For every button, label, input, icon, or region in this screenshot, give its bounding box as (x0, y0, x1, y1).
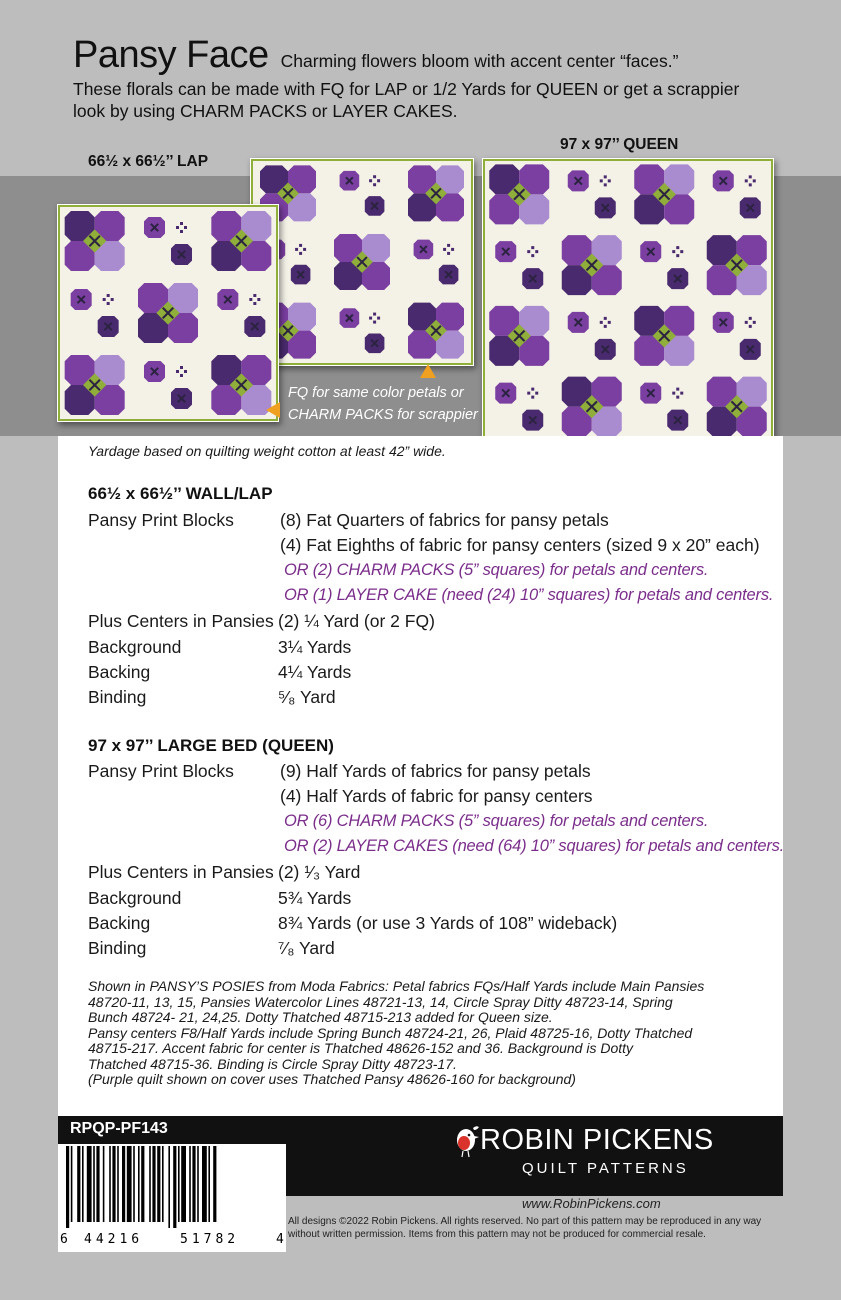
intro-line-2: These florals can be made with FQ for LAP or 1/2 Yards for QUEEN or get a scrappier (73, 79, 740, 99)
lap-value-centers: (4) Fat Eighths of fabric for pansy centers (sized 9 x 20” each) (280, 535, 760, 555)
barcode-bar (178, 1146, 180, 1222)
queen-label-background: Background (88, 888, 182, 908)
barcode-bar (133, 1146, 135, 1222)
accent-dot (604, 175, 607, 178)
barcode-bar (208, 1146, 210, 1222)
accent-dot (680, 392, 683, 395)
credits-line: Thatched 48715-36. Binding is Circle Spray Ditty 48723-17. (88, 1055, 457, 1072)
accent-dot (604, 325, 607, 328)
barcode-bar (117, 1146, 119, 1222)
accent-dot (531, 246, 534, 249)
queen-value-centers: (4) Half Yards of fabric for pansy centers (280, 786, 593, 806)
accent-dot (373, 183, 376, 186)
queen-value-charm-option: OR (6) CHARM PACKS (5” squares) for petals and centers. (284, 812, 709, 830)
barcode-bar (197, 1146, 199, 1222)
accent-dot (608, 321, 611, 324)
accent-dot (176, 226, 179, 229)
accent-dot (535, 392, 538, 395)
queen-quilt-drawing (483, 159, 773, 442)
queen-heading: 97 x 97’’ LARGE BED (QUEEN) (88, 736, 334, 755)
barcode-bar (82, 1146, 84, 1222)
accent-dot (527, 250, 530, 253)
accent-dot (373, 175, 376, 178)
accent-dot (531, 396, 534, 399)
accent-dot (377, 317, 380, 320)
tagline: Charming flowers bloom with accent center “faces.” (280, 51, 679, 71)
barcode-bar (149, 1146, 151, 1222)
barcode-digits-right: 51782 (180, 1232, 240, 1247)
barcode-bar (87, 1146, 92, 1222)
accent-dot (180, 222, 183, 225)
barcode-bar (66, 1146, 69, 1228)
accent-dot (531, 254, 534, 257)
queen-quilt-image (482, 158, 774, 443)
accent-dot (253, 294, 256, 297)
credits-line: (Purple quilt shown on cover uses Thatched Pansy 48626-160 for background) (88, 1071, 576, 1087)
accent-dot (295, 248, 298, 251)
barcode-bar (162, 1146, 164, 1222)
pattern-sku: RPQP-PF143 (70, 1120, 168, 1137)
accent-dot (303, 248, 306, 251)
accent-dot (180, 374, 183, 377)
accent-dot (111, 298, 114, 301)
accent-dot (184, 370, 187, 373)
queen-value-binding: ⁷⁄₈ Yard (278, 938, 335, 958)
lap-label-plus-centers: Plus Centers in Pansies (88, 611, 274, 631)
lap-value-binding: ⁵⁄₈ Yard (278, 687, 336, 707)
barcode-bar (93, 1146, 95, 1222)
credits-line: Bunch 48724- 21, 24,25. Dotty Thatched 48715-213 added for Queen size. (88, 1009, 553, 1025)
accent-dot (749, 317, 752, 320)
arrow-up-icon (420, 364, 436, 378)
lap-value-backing: 4¼ Yards (278, 662, 352, 682)
queen-value-background: 5¾ Yards (278, 888, 352, 908)
barcode-bar (168, 1146, 170, 1228)
barcode-digit-last: 4 (276, 1232, 284, 1247)
accent-dot (373, 321, 376, 324)
barcode-bar (96, 1146, 99, 1222)
accent-dot (107, 302, 110, 305)
queen-label-backing: Backing (88, 913, 151, 933)
title-line (73, 34, 833, 77)
accent-dot (680, 250, 683, 253)
accent-dot (377, 179, 380, 182)
accent-dot (257, 298, 260, 301)
copyright-line: All designs ©2022 Robin Pickens. All rights reserved. No part of this pattern may be reproduced in any way (288, 1216, 762, 1227)
accent-dot (604, 183, 607, 186)
accent-dot (745, 179, 748, 182)
accent-dot (180, 230, 183, 233)
accent-dot (753, 179, 756, 182)
brand-subtitle: QUILT PATTERNS (522, 1160, 689, 1177)
credits-line: Pansy centers F8/Half Yards include Spring Bunch 48724-21, 26, Plaid 48725-16, Dotty Thatched (88, 1024, 693, 1041)
accent-dot (535, 250, 538, 253)
credits-line: 48715-217. Accent fabric for center is Thatched 48626-152 and 36. Background is Dotty (88, 1040, 634, 1056)
accent-dot (253, 302, 256, 305)
lap-value-layer-option: OR (1) LAYER CAKE (need (24) 10” squares) for petals and centers. (284, 586, 774, 604)
barcode-digits-left: 44216 (84, 1232, 144, 1247)
barcode-icon (64, 1146, 278, 1228)
accent-dot (373, 313, 376, 316)
accent-dot (447, 252, 450, 255)
accent-dot (447, 244, 450, 247)
queen-value-backing: 8¾ Yards (or use 3 Yards of 108” wideback) (278, 913, 618, 933)
lap-label-print-blocks: Pansy Print Blocks (88, 510, 234, 530)
accent-dot (107, 294, 110, 297)
lap-value-petals: (8) Fat Quarters of fabrics for pansy petals (280, 510, 609, 530)
fabric-credits (88, 979, 778, 1088)
arrow-left-icon (266, 402, 280, 418)
accent-dot (600, 179, 603, 182)
accent-dot (451, 248, 454, 251)
accent-dot (676, 246, 679, 249)
accent-dot (369, 317, 372, 320)
accent-dot (749, 175, 752, 178)
barcode-bar (181, 1146, 186, 1222)
barcode-bar (152, 1146, 155, 1222)
intro-line-3: look by using CHARM PACKS or LAYER CAKES. (73, 101, 458, 121)
accent-dot (176, 370, 179, 373)
barcode-bar (173, 1146, 176, 1228)
accent-dot (184, 226, 187, 229)
accent-dot (604, 317, 607, 320)
lap-label-background: Background (88, 637, 182, 657)
accent-dot (299, 252, 302, 255)
queen-value-layer-option: OR (2) LAYER CAKES (need (64) 10” squares) for petals and centers. (284, 837, 785, 855)
fabric-note-line-1: FQ for same color petals or (288, 385, 464, 401)
page-title: Pansy Face (73, 34, 269, 76)
lap-value-charm-option: OR (2) CHARM PACKS (5” squares) for petals and centers. (284, 561, 709, 579)
accent-dot (745, 321, 748, 324)
website-link[interactable]: www.RobinPickens.com (522, 1196, 661, 1211)
barcode-bar (213, 1146, 216, 1222)
queen-size-label: 97 x 97’’ QUEEN (560, 136, 679, 153)
barcode-bar (189, 1146, 191, 1222)
barcode-bar (127, 1146, 132, 1222)
barcode-bar (103, 1146, 105, 1222)
accent-dot (672, 392, 675, 395)
barcode-bar (112, 1146, 115, 1222)
copyright-notice (288, 1216, 761, 1241)
brand-name: ROBIN PICKENS (480, 1124, 714, 1156)
accent-dot (749, 325, 752, 328)
lap-value-plus-centers: (2) ¼ Yard (or 2 FQ) (278, 611, 435, 631)
fabric-note-line-2: CHARM PACKS for scrappier (288, 407, 478, 423)
yardage-note: Yardage based on quilting weight cotton at least 42” wide. (88, 443, 446, 459)
lap-value-background: 3¼ Yards (278, 637, 352, 657)
accent-dot (443, 248, 446, 251)
queen-label-print-blocks: Pansy Print Blocks (88, 761, 234, 781)
lap-quilt-alt-drawing (251, 159, 473, 365)
accent-dot (600, 321, 603, 324)
lap-label-backing: Backing (88, 662, 151, 682)
accent-dot (249, 298, 252, 301)
barcode-bar (122, 1146, 125, 1222)
barcode-bar (141, 1146, 144, 1222)
fabric-note (288, 382, 478, 426)
credits-line: 48720-11, 13, 15, Pansies Watercolor Lines 48721-13, 14, Circle Spray Ditty 48723-14, Spring (88, 993, 673, 1010)
lap-size-label: 66½ x 66½’’ LAP (88, 153, 209, 170)
barcode-bar (202, 1146, 207, 1222)
barcode-bar (157, 1146, 160, 1222)
barcode-digit-first: 6 (60, 1232, 68, 1247)
barcode-bar (109, 1146, 111, 1222)
barcode-bar (192, 1146, 195, 1222)
accent-dot (672, 250, 675, 253)
queen-label-plus-centers: Plus Centers in Pansies (88, 862, 274, 882)
barcode-bar (77, 1146, 80, 1222)
queen-value-petals: (9) Half Yards of fabrics for pansy petals (280, 761, 591, 781)
accent-dot (180, 366, 183, 369)
queen-value-plus-centers: (2) ¹⁄₃ Yard (278, 862, 361, 882)
accent-dot (608, 179, 611, 182)
accent-dot (676, 388, 679, 391)
accent-dot (103, 298, 106, 301)
copyright-line: without written permission. Items from this pattern may not be produced for commercial resale. (288, 1228, 706, 1240)
lap-quilt-image (57, 204, 279, 422)
accent-dot (531, 388, 534, 391)
lap-label-binding: Binding (88, 687, 147, 707)
accent-dot (749, 183, 752, 186)
lap-quilt-drawing (58, 205, 278, 421)
barcode-bar (138, 1146, 140, 1222)
accent-dot (527, 392, 530, 395)
barcode-bar (71, 1146, 73, 1222)
accent-dot (369, 179, 372, 182)
lap-quilt-alt-image (250, 158, 474, 366)
queen-label-binding: Binding (88, 938, 147, 958)
robin-bird-logo-icon (451, 1124, 481, 1158)
accent-dot (299, 244, 302, 247)
accent-dot (676, 396, 679, 399)
accent-dot (753, 321, 756, 324)
credits-line: Shown in PANSY’S POSIES from Moda Fabrics: Petal fabrics FQs/Half Yards include Main Pansies (88, 978, 705, 994)
accent-dot (676, 254, 679, 257)
lap-heading: 66½ x 66½’’ WALL/LAP (88, 484, 273, 503)
